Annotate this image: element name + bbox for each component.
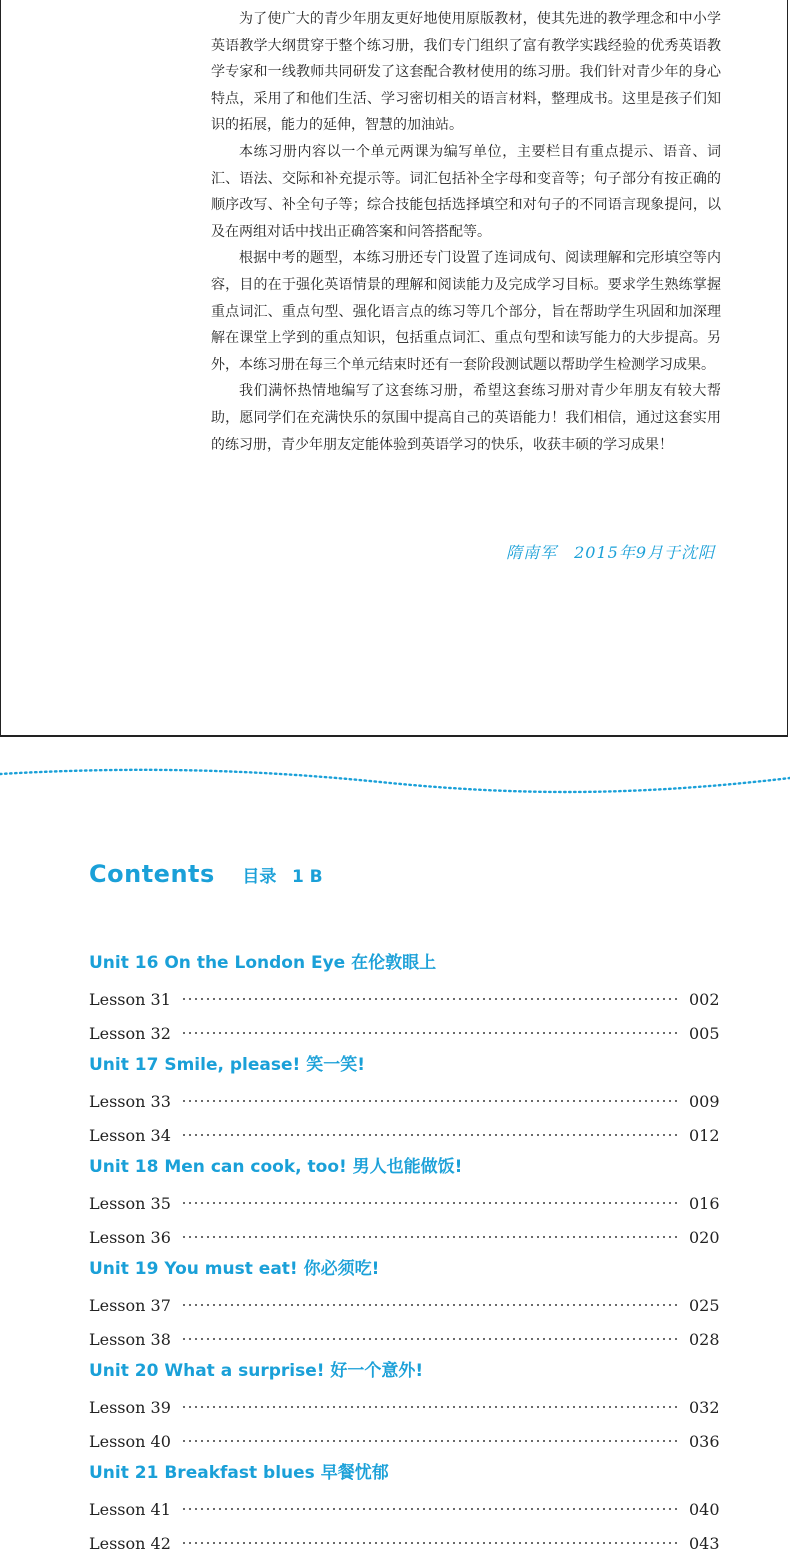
lesson-name: Lesson 38 (89, 1329, 171, 1349)
toc-row-lesson-39[interactable] (89, 1390, 719, 1424)
preface-signature: 隋南军 2015年9月于沈阳 (506, 543, 715, 562)
contents-grade: 1 B (291, 867, 323, 887)
toc-row-lesson-32[interactable] (89, 1016, 719, 1050)
toc-row-lesson-36[interactable] (89, 1220, 719, 1254)
lesson-name: Lesson 35 (89, 1193, 171, 1213)
lesson-name: Lesson 32 (89, 1023, 171, 1043)
lesson-name: Lesson 33 (89, 1091, 171, 1111)
lesson-name: Lesson 42 (89, 1533, 171, 1553)
toc-row-lesson-35[interactable] (89, 1186, 719, 1220)
dot-leader (181, 1134, 679, 1136)
dot-leader (181, 1542, 679, 1544)
lesson-page-number: 002 (689, 989, 720, 1009)
lesson-name: Lesson 40 (89, 1431, 171, 1451)
dot-leader (181, 1202, 679, 1204)
dot-leader (181, 1508, 679, 1510)
lesson-name: Lesson 36 (89, 1227, 171, 1247)
preface-paragraph-1: 为了使广大的青少年朋友更好地使用原版教材，使其先进的教学理念和中小学英语教学大纲贯穿于整个练习册，我们专门组织了富有教学实践经验的优秀英语教学专家和一线教师共同研发了这套配合教材使用的练习册。我们针对青少年的身心特点，采用了和他们生活、学习密切相关的语言材料，整理成书。这里是孩子们知识的拓展，能力的延伸，智慧的加油站。 (211, 11, 721, 134)
unit-heading-18[interactable]: Unit 18 Men can cook, too! 男人也能做饭! (89, 1157, 463, 1177)
lesson-page-number: 036 (689, 1431, 720, 1451)
lesson-name: Lesson 31 (89, 989, 171, 1009)
dot-leader (181, 1304, 679, 1306)
unit-heading-16[interactable]: Unit 16 On the London Eye 在伦敦眼上 (89, 953, 437, 973)
dotted-wave-divider (0, 758, 790, 808)
unit-heading-21[interactable]: Unit 21 Breakfast blues 早餐忧郁 (89, 1463, 389, 1483)
lesson-page-number: 005 (689, 1023, 720, 1043)
table-of-contents (89, 948, 719, 1560)
lesson-name: Lesson 37 (89, 1295, 171, 1315)
contents-title (89, 860, 323, 888)
unit-heading-17[interactable]: Unit 17 Smile, please! 笑一笑! (89, 1055, 365, 1075)
lesson-page-number: 025 (689, 1295, 720, 1315)
preface-text (211, 6, 721, 458)
dot-leader (181, 1236, 679, 1238)
dot-leader (181, 1338, 679, 1340)
preface-page (0, 0, 788, 737)
dot-leader (181, 1406, 679, 1408)
toc-row-lesson-41[interactable] (89, 1492, 719, 1526)
lesson-name: Lesson 34 (89, 1125, 171, 1145)
toc-row-lesson-40[interactable] (89, 1424, 719, 1458)
toc-row-lesson-38[interactable] (89, 1322, 719, 1356)
preface-paragraph-3: 根据中考的题型，本练习册还专门设置了连词成句、阅读理解和完形填空等内容，目的在于强化英语情景的理解和阅读能力及完成学习目标。要求学生熟练掌握重点词汇、重点句型、强化语言点的练习等几个部分，旨在帮助学生巩固和加深理解在课堂上学到的重点知识，包括重点词汇、重点句型和读写能力的大步提高。另外，本练习册在每三个单元结束时还有一套阶段测试题以帮助学生检测学习成果。 (211, 250, 721, 373)
dot-leader (181, 998, 679, 1000)
dot-leader (181, 1032, 679, 1034)
lesson-page-number: 009 (689, 1091, 720, 1111)
dot-leader (181, 1100, 679, 1102)
lesson-page-number: 020 (689, 1227, 720, 1247)
lesson-page-number: 032 (689, 1397, 720, 1417)
unit-heading-20[interactable]: Unit 20 What a surprise! 好一个意外! (89, 1361, 424, 1381)
toc-row-lesson-31[interactable] (89, 982, 719, 1016)
dot-leader (181, 1440, 679, 1442)
preface-paragraph-2: 本练习册内容以一个单元两课为编写单位，主要栏目有重点提示、语音、词汇、语法、交际和补充提示等。词汇包括补全字母和变音等；句子部分有按正确的顺序改写、补全句子等；综合技能包括选择填空和对句子的不同语言现象提问，以及在两组对话中找出正确答案和问答搭配等。 (211, 143, 721, 240)
lesson-page-number: 028 (689, 1329, 720, 1349)
preface-paragraph-4: 我们满怀热情地编写了这套练习册，希望这套练习册对青少年朋友有较大帮助，愿同学们在充满快乐的氛围中提高自己的英语能力！我们相信，通过这套实用的练习册，青少年朋友定能体验到英语学习的快乐，收获丰硕的学习成果！ (211, 383, 721, 453)
contents-title-en: Contents (89, 860, 215, 888)
toc-row-lesson-42[interactable] (89, 1526, 719, 1560)
lesson-page-number: 043 (689, 1533, 720, 1553)
contents-title-zh: 目录 (242, 867, 277, 887)
lesson-name: Lesson 41 (89, 1499, 171, 1519)
lesson-page-number: 040 (689, 1499, 720, 1519)
toc-row-lesson-37[interactable] (89, 1288, 719, 1322)
lesson-page-number: 016 (689, 1193, 720, 1213)
lesson-name: Lesson 39 (89, 1397, 171, 1417)
toc-row-lesson-33[interactable] (89, 1084, 719, 1118)
unit-heading-19[interactable]: Unit 19 You must eat! 你必须吃! (89, 1259, 380, 1279)
lesson-page-number: 012 (689, 1125, 720, 1145)
toc-row-lesson-34[interactable] (89, 1118, 719, 1152)
